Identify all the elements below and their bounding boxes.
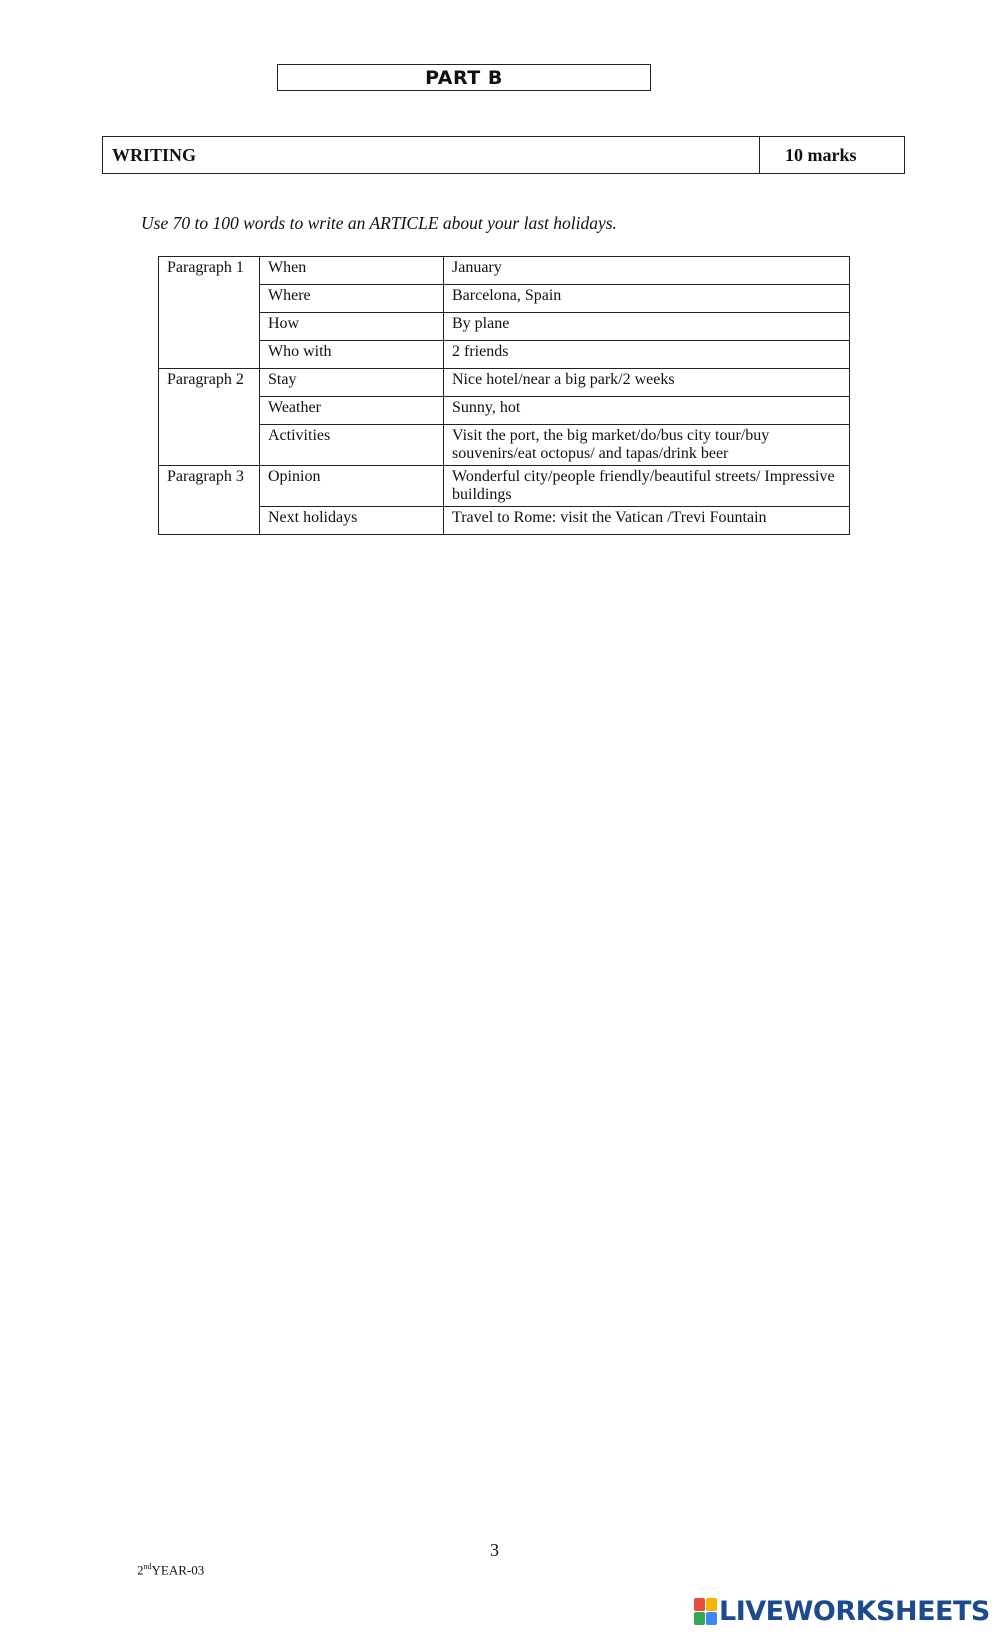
- plan-row: [159, 425, 850, 466]
- topic-cell: Weather: [260, 397, 444, 425]
- topic-cell: Where: [260, 285, 444, 313]
- plan-row: [159, 369, 850, 397]
- topic-cell: How: [260, 313, 444, 341]
- footer-code-text: YEAR-03: [151, 1562, 205, 1578]
- topic-cell: When: [260, 257, 444, 285]
- detail-cell: 2 friends: [444, 341, 850, 369]
- logo-square-icon: [706, 1612, 717, 1625]
- detail-cell: Visit the port, the big market/do/bus city tour/buy souvenirs/eat octopus/ and tapas/drink beer: [444, 425, 850, 466]
- plan-row: [159, 313, 850, 341]
- plan-row: [159, 466, 850, 507]
- section-marks: 10 marks: [759, 137, 904, 173]
- detail-cell: Nice hotel/near a big park/2 weeks: [444, 369, 850, 397]
- detail-cell: Sunny, hot: [444, 397, 850, 425]
- detail-cell: By plane: [444, 313, 850, 341]
- topic-cell: Opinion: [260, 466, 444, 507]
- writing-instruction: Use 70 to 100 words to write an ARTICLE about your last holidays.: [141, 213, 617, 233]
- paragraph-label: Paragraph 1: [159, 257, 260, 369]
- plan-row: [159, 257, 850, 285]
- detail-cell: Travel to Rome: visit the Vatican /Trevi Fountain: [444, 507, 850, 535]
- logo-square-icon: [694, 1612, 705, 1625]
- detail-cell: Barcelona, Spain: [444, 285, 850, 313]
- plan-row: [159, 341, 850, 369]
- paragraph-plan-table: [158, 256, 850, 535]
- topic-cell: Stay: [260, 369, 444, 397]
- section-header: [102, 136, 905, 174]
- logo-square-icon: [694, 1598, 705, 1611]
- logo-square-icon: [706, 1598, 717, 1611]
- page-number: 3: [490, 1540, 499, 1560]
- topic-cell: Next holidays: [260, 507, 444, 535]
- paragraph-label: Paragraph 2: [159, 369, 260, 466]
- detail-cell: Wonderful city/people friendly/beautiful streets/ Impressive buildings: [444, 466, 850, 507]
- section-label: WRITING: [112, 144, 197, 165]
- liveworksheets-logo: [694, 1596, 990, 1626]
- footer-ordinal-suffix: nd: [143, 1562, 152, 1571]
- detail-cell: January: [444, 257, 850, 285]
- footer-code: [137, 1562, 204, 1578]
- logo-text: LIVEWORKSHEETS: [719, 1595, 990, 1627]
- part-title: PART B: [277, 64, 651, 91]
- plan-row: [159, 285, 850, 313]
- topic-cell: Activities: [260, 425, 444, 466]
- plan-row: [159, 507, 850, 535]
- topic-cell: Who with: [260, 341, 444, 369]
- footer-ordinal: 2: [137, 1562, 144, 1578]
- plan-row: [159, 397, 850, 425]
- liveworksheets-icon: [694, 1598, 716, 1624]
- paragraph-label: Paragraph 3: [159, 466, 260, 535]
